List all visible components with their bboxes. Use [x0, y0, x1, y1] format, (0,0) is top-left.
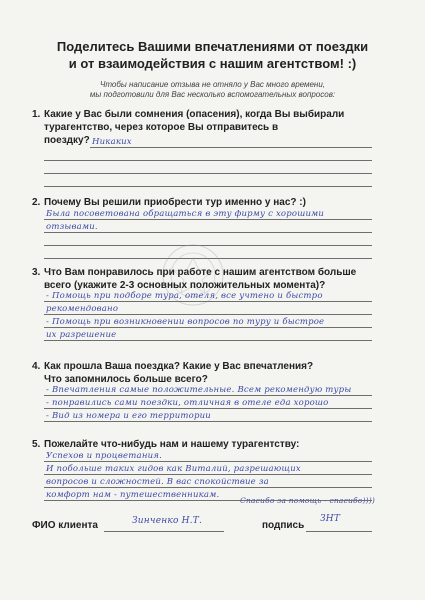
answer-line	[44, 219, 372, 220]
answer-5-line-3: вопросов и сложностей. В вас спокойствие за	[46, 477, 269, 487]
signature-line	[306, 531, 372, 532]
answer-3-line-1: - Помощь при подборе тура, отеля, все учтено и быстро	[46, 291, 323, 301]
answer-5-line-2: И побольше таких гидов как Виталий, разрешающих	[46, 464, 301, 474]
answer-line	[44, 500, 372, 501]
signature-value: ЗНТ	[320, 514, 341, 524]
answer-4-line-1: - Впечатления самые положительные. Всем рекомендую туры	[46, 385, 352, 395]
question-text-line: поездку?	[44, 135, 90, 146]
answer-line	[44, 314, 372, 315]
answer-line	[44, 173, 372, 174]
answer-2-line-2: отзывами.	[46, 222, 98, 232]
answer-line	[44, 232, 372, 233]
answer-4-line-2: - понравились сами поездки, отличная в отеле еда хорошо	[46, 398, 329, 408]
answer-line	[44, 421, 372, 422]
question-text-line: Как прошла Ваша поездка? Какие у Вас впечатления?	[44, 361, 314, 372]
title-line-2: и от взаимодействия с нашим агентством! :)	[68, 56, 357, 71]
answer-5-line-4: комфорт нам - путешественникам.	[46, 490, 220, 500]
client-name-line	[104, 531, 224, 532]
question-3	[32, 266, 384, 292]
answer-line	[44, 301, 372, 302]
question-number: 1.	[32, 109, 41, 120]
answer-line	[44, 461, 372, 462]
answer-line	[44, 487, 372, 488]
answer-line	[44, 160, 372, 161]
question-number: 4.	[32, 361, 41, 372]
answer-line	[44, 395, 372, 396]
question-text-line: Почему Вы решили приобрести тур именно у нас? :)	[44, 197, 306, 208]
client-name-label: ФИО клиента	[32, 520, 98, 531]
form-title	[20, 38, 405, 72]
question-number: 2.	[32, 197, 41, 208]
subtitle-line-2: мы подготовили для Вас несколько вспомогательных вопросов:	[89, 90, 336, 99]
answer-3-line-4: их разрешение	[46, 330, 117, 340]
client-name-value: Зинченко Н.Т.	[132, 516, 203, 526]
question-text-line: турагентство, через которое Вы отправитесь в	[44, 122, 279, 133]
form-subtitle	[40, 80, 385, 100]
answer-5-line-1: Успехов и процветания.	[46, 451, 163, 461]
answer-line	[44, 186, 372, 187]
answer-line	[44, 340, 372, 341]
question-text-line: всего (укажите 2-3 основных положительных момента)?	[44, 280, 326, 291]
answer-line	[44, 474, 372, 475]
subtitle-line-1: Чтобы написание отзыва не отняло у Вас много времени,	[99, 80, 326, 89]
question-number: 5.	[32, 439, 41, 450]
question-number: 3.	[32, 267, 41, 278]
answer-3-line-3: - Помощь при возникновении вопросов по туру и быстрое	[46, 317, 325, 327]
question-1	[32, 108, 384, 147]
answer-line	[90, 147, 372, 148]
question-text-line: Что запомнилось больше всего?	[44, 374, 208, 385]
signature-label: подпись	[262, 520, 305, 531]
question-2	[32, 196, 384, 209]
answer-5-line-5: Спасибо за помощь - спасибо))))	[240, 496, 375, 505]
question-text-line: Что Вам понравилось при работе с нашим агентством больше	[44, 267, 357, 278]
answer-line	[44, 408, 372, 409]
answer-3-line-2: рекомендовано	[46, 304, 119, 314]
answer-line	[44, 327, 372, 328]
question-4	[32, 360, 384, 386]
answer-4-line-3: - Вид из номера и его территории	[46, 411, 211, 421]
question-text-line: Пожелайте что-нибудь нам и нашему турагентству:	[44, 439, 300, 450]
answer-2-line-1: Была посоветована обращаться в эту фирму с хорошими	[46, 209, 325, 219]
question-5	[32, 438, 384, 451]
answer-1-line-1: Никаких	[92, 137, 132, 147]
question-text-line: Какие у Вас были сомнения (опасения), когда Вы выбирали	[44, 109, 345, 120]
title-line-1: Поделитесь Вашими впечатлениями от поездки	[56, 39, 369, 54]
